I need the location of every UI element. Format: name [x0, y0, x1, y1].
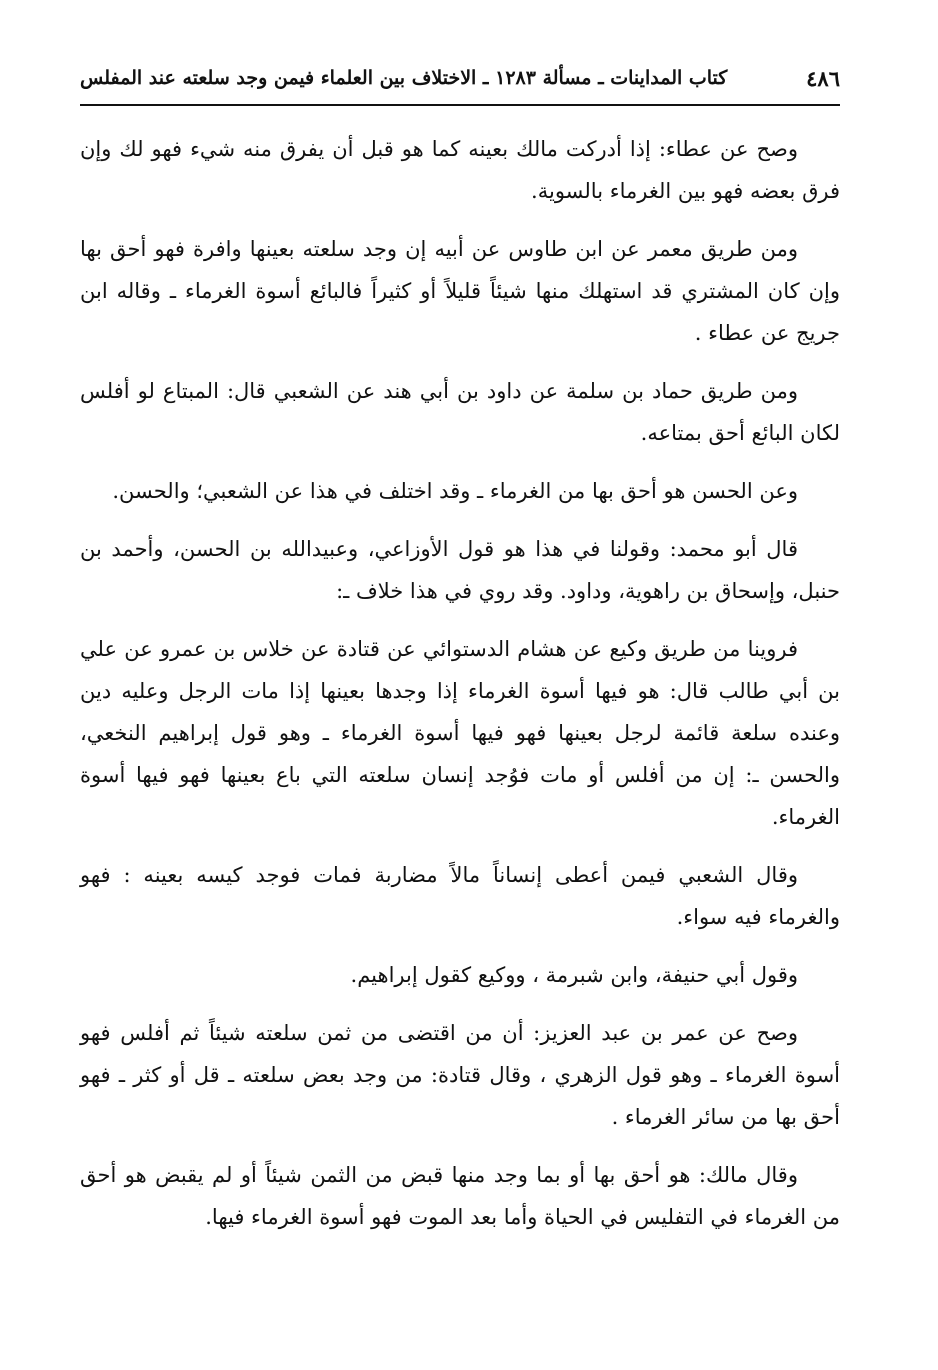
- paragraph: قال أبو محمد: وقولنا في هذا هو قول الأوزاعي، وعبيدالله بن الحسن، وأحمد بن حنبل، وإسحاق بن راهوية، وداود. وقد روي في هذا خلاف ـ:: [80, 537, 840, 603]
- header-divider: [80, 104, 840, 106]
- paragraph: وصح عن عطاء: إذا أدركت مالك بعينه كما هو قبل أن يفرق منه شيء فهو لك وإن فرق بعضه فهو بين الغرماء بالسوية.: [80, 137, 840, 203]
- running-title: كتاب المداينات ـ مسألة ١٢٨٣ ـ الاختلاف بين العلماء فيمن وجد سلعته عند المفلس: [80, 67, 728, 89]
- page-header: [80, 58, 840, 98]
- paragraph: وقال مالك: هو أحق بها أو بما وجد منها قبض من الثمن شيئاً أو لم يقبض هو أحق من الغرماء في التفليس في الحياة وأما بعد الموت فهو أسوة الغرماء فيها.: [80, 1163, 840, 1229]
- paragraph: وعن الحسن هو أحق بها من الغرماء ـ وقد اختلف في هذا عن الشعبي؛ والحسن.: [112, 479, 798, 503]
- paragraph: فروينا من طريق وكيع عن هشام الدستوائي عن قتادة عن خلاس بن عمرو عن علي بن أبي طالب قال: هو فيها أسوة الغرماء إذا وجدها بعينها إذا مات الرجل وعليه دين وعنده سلعة قائمة لرجل بعينها فهو فيها أسوة الغرماء ـ وهو قول إبراهيم النخعي، والحسن ـ: إن من أفلس أو مات فوُجد إنسان سلعته التي باع بعينها فهو فيها أسوة الغرماء.: [80, 637, 840, 829]
- paragraph: وقول أبي حنيفة، وابن شبرمة ، ووكيع كقول إبراهيم.: [350, 963, 798, 987]
- page-number: ٤٨٦: [806, 65, 840, 91]
- paragraph: وقال الشعبي فيمن أعطى إنساناً مالاً مضاربة فمات فوجد كيسه بعينه : فهو والغرماء فيه سواء.: [80, 863, 840, 929]
- body-text: [80, 128, 840, 1254]
- paragraph: وصح عن عمر بن عبد العزيز: أن من اقتضى من ثمن سلعته شيئاً ثم أفلس فهو أسوة الغرماء ـ وهو قول الزهري ، وقال قتادة: من وجد بعض سلعته ـ قل أو كثر ـ فهو أحق بها من سائر الغرماء .: [80, 1021, 840, 1129]
- paragraph: ومن طريق معمر عن ابن طاوس عن أبيه إن وجد سلعته بعينها وافرة فهو أحق بها وإن كان المشتري قد استهلك منها شيئاً قليلاً أو كثيراً فالبائع أسوة الغرماء ـ وقاله ابن جريج عن عطاء .: [80, 237, 840, 345]
- paragraph: ومن طريق حماد بن سلمة عن داود بن أبي هند عن الشعبي قال: المبتاع لو أفلس لكان البائع أحق بمتاعه.: [80, 379, 840, 445]
